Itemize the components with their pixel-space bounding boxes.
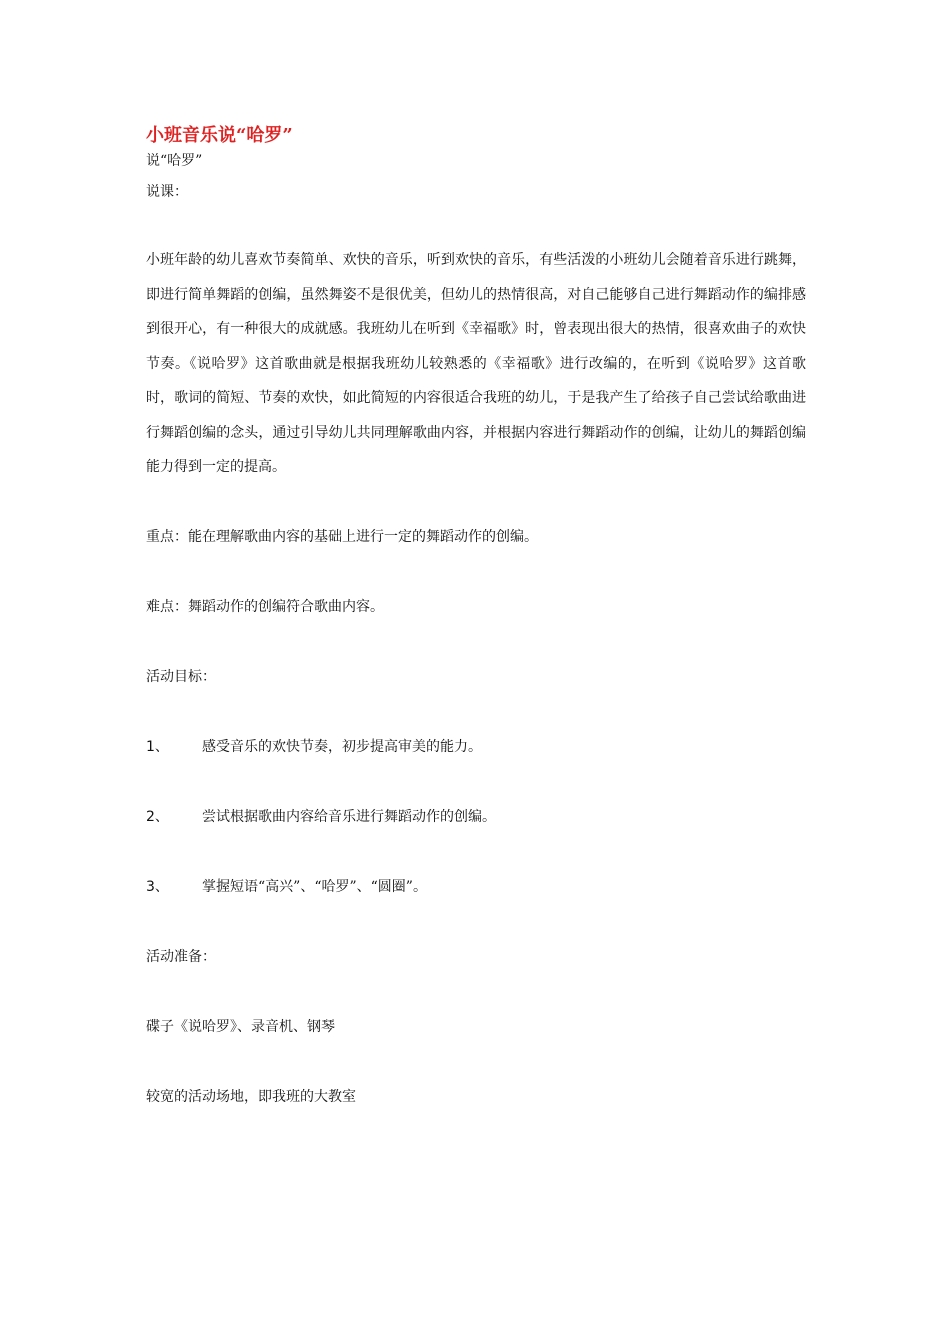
section-label: 说课： (146, 184, 188, 200)
prep-item-2: 较宽的活动场地，即我班的大教室 (146, 1088, 356, 1105)
goal-text: 掌握短语“高兴”、“哈罗”、“圆圈”。 (202, 878, 427, 895)
goal-number: 3、 (146, 878, 169, 895)
prep-item-1: 碟子《说哈罗》、录音机、钢琴 (146, 1018, 335, 1035)
document-title: 小班音乐说“哈罗” (146, 125, 293, 146)
goal-item-3 (146, 876, 806, 898)
goal-item-1 (146, 736, 806, 758)
goal-item-2 (146, 806, 806, 828)
goals-heading: 活动目标： (146, 668, 216, 685)
document-page (146, 124, 806, 1108)
key-point: 重点：能在理解歌曲内容的基础上进行一定的舞蹈动作的创编。 (146, 528, 538, 545)
goal-number: 2、 (146, 808, 169, 825)
document-subtitle: 说“哈罗” (146, 153, 203, 169)
goal-text: 尝试根据歌曲内容给音乐进行舞蹈动作的创编。 (202, 808, 496, 825)
goal-text: 感受音乐的欢快节奏，初步提高审美的能力。 (202, 738, 482, 755)
intro-paragraph: 小班年龄的幼儿喜欢节奏简单、欢快的音乐，听到欢快的音乐，有些活泼的小班幼儿会随着音乐进行跳舞，即进行简单舞蹈的创编，虽然舞姿不是很优美，但幼儿的热情很高，对自己能够自己进行舞蹈动作的编排感到很开心，有一种很大的成就感。我班幼儿在听到《幸福歌》时，曾表现出很大的热情，很喜欢曲子的欢快节奏。《说哈罗》这首歌曲就是根据我班幼儿较熟悉的《幸福歌》进行改编的，在听到《说哈罗》这首歌时，歌词的简短、节奏的欢快，如此简短的内容很适合我班的幼儿，于是我产生了给孩子自己尝试给歌曲进行舞蹈创编的念头，通过引导幼儿共同理解歌曲内容，并根据内容进行舞蹈动作的创编，让幼儿的舞蹈创编能力得到一定的提高。 (146, 252, 806, 475)
goal-number: 1、 (146, 738, 169, 755)
difficulty: 难点：舞蹈动作的创编符合歌曲内容。 (146, 598, 384, 615)
prep-heading: 活动准备： (146, 948, 216, 965)
